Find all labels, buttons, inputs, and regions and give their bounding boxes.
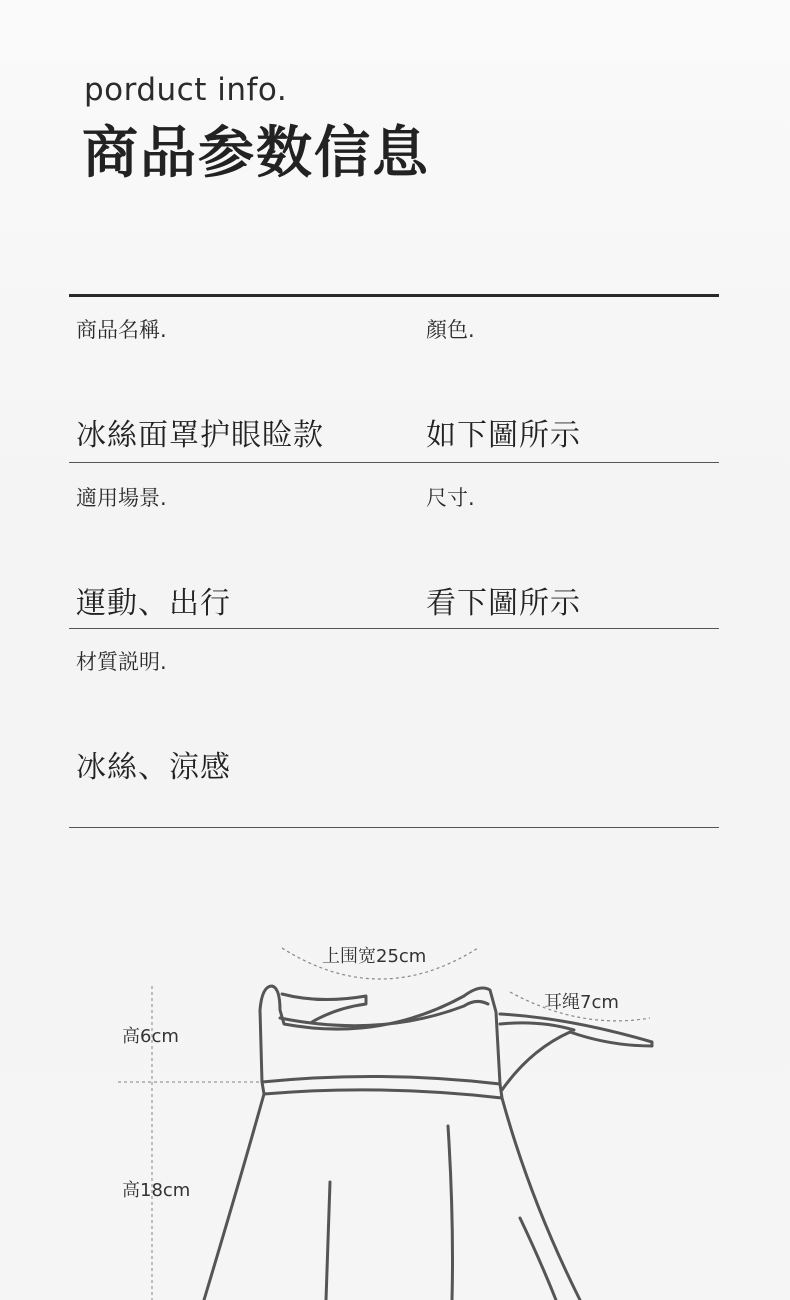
usage-scene-label: 適用場景. — [76, 486, 167, 510]
material-value: 冰絲、涼感 — [76, 750, 231, 785]
color-label: 顏色. — [426, 318, 475, 342]
chinese-heading: 商品参数信息 — [82, 121, 430, 186]
table-row-divider — [69, 462, 719, 463]
table-bottom-rule — [69, 827, 719, 828]
size-label: 尺寸. — [426, 486, 475, 510]
usage-scene-value: 運動、出行 — [76, 586, 231, 621]
material-label: 材質説明. — [76, 650, 167, 674]
product-name-value: 冰絲面罩护眼睑款 — [76, 418, 324, 453]
table-top-rule — [69, 294, 719, 297]
mask-outline — [204, 986, 652, 1300]
product-name-label: 商品名稱. — [76, 318, 167, 342]
english-heading: porduct info. — [84, 72, 288, 108]
height-body-label: 高18cm — [122, 1180, 191, 1201]
mask-size-diagram — [0, 900, 790, 1300]
ear-loop-label: 耳绳7cm — [544, 992, 619, 1013]
table-row-divider — [69, 628, 719, 629]
size-value: 看下圖所示 — [426, 586, 581, 621]
height-top-label: 高6cm — [122, 1026, 179, 1047]
color-value: 如下圖所示 — [426, 418, 581, 453]
top-width-label: 上围宽25cm — [322, 946, 427, 967]
